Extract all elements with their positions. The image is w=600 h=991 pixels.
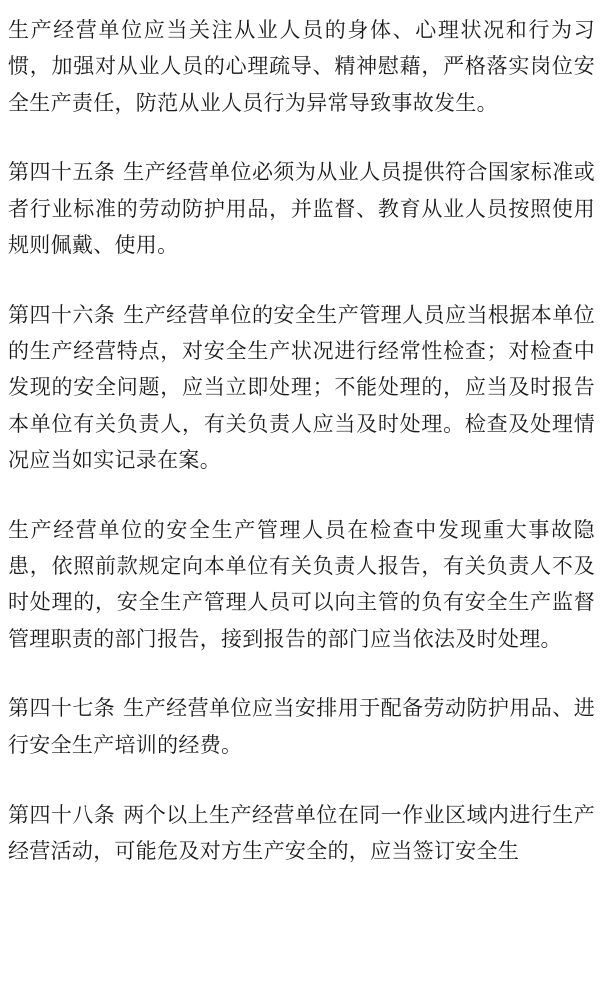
paragraph-article-46 bbox=[8, 297, 595, 478]
paragraph-text: 生产经营单位的安全生产管理人员应当根据本单位的生产经营特点，对安全生产状况进行经常性检查；对检查中发现的安全问题，应当立即处理；不能处理的，应当及时报告本单位有关负责人，有关负责人应当及时处理。检查及处理情况应当如实记录在案。 bbox=[8, 302, 595, 472]
paragraph-text: 生产经营单位必须为从业人员提供符合国家标准或者行业标准的劳动防护用品，并监督、教育从业人员按照使用规则佩戴、使用。 bbox=[8, 160, 595, 257]
paragraph-text: 生产经营单位的安全生产管理人员在检查中发现重大事故隐患，依照前款规定向本单位有关负责人报告，有关负责人不及时处理的，安全生产管理人员可以向主管的负有安全生产监督管理职责的部门报告，接到报告的部门应当依法及时处理。 bbox=[8, 517, 595, 651]
article-number: 第四十五条 bbox=[8, 160, 116, 185]
paragraph-duty-of-care bbox=[8, 12, 595, 121]
article-number: 第四十七条 bbox=[8, 696, 116, 721]
paragraph-article-45 bbox=[8, 154, 595, 263]
paragraph-text: 生产经营单位应当安排用于配备劳动防护用品、进行安全生产培训的经费。 bbox=[8, 696, 595, 757]
article-number: 第四十八条 bbox=[8, 802, 116, 827]
paragraph-hazard-reporting bbox=[8, 512, 595, 657]
paragraph-article-48 bbox=[8, 797, 595, 870]
paragraph-text: 两个以上生产经营单位在同一作业区域内进行生产经营活动，可能危及对方生产安全的，应当签订安全生 bbox=[8, 802, 595, 863]
paragraph-article-47 bbox=[8, 690, 595, 763]
document-page bbox=[8, 12, 595, 869]
article-number: 第四十六条 bbox=[8, 302, 116, 327]
paragraph-text: 生产经营单位应当关注从业人员的身体、心理状况和行为习惯，加强对从业人员的心理疏导、精神慰藉，严格落实岗位安全生产责任，防范从业人员行为异常导致事故发生。 bbox=[8, 18, 595, 115]
